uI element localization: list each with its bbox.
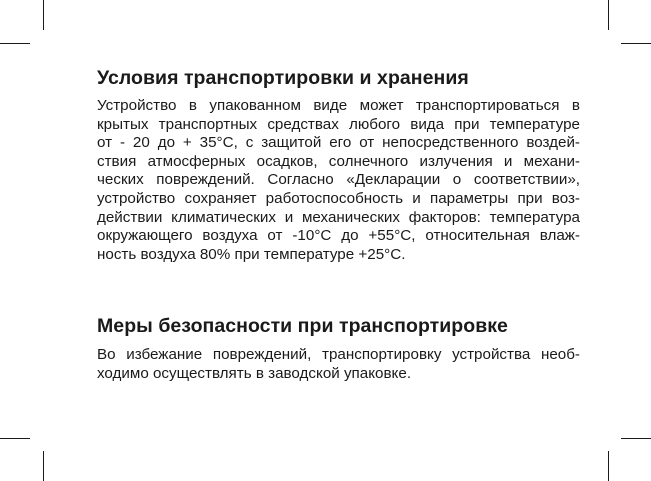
safety-measures-paragraph bbox=[97, 346, 580, 383]
paragraph-line: ствия атмосферных осадков, солнечного излучения и механи- bbox=[97, 152, 580, 170]
transport-storage-paragraph bbox=[97, 97, 580, 264]
paragraph-line: Во избежание повреждений, транспортировку устройства необ- bbox=[97, 346, 580, 363]
crop-mark-bottom-right-vertical bbox=[608, 451, 609, 481]
crop-mark-bottom-left-vertical bbox=[43, 451, 44, 481]
paragraph-line: действии климатических и механических факторов: температура bbox=[97, 208, 580, 226]
transport-storage-heading: Условия транспортировки и хранения bbox=[97, 67, 469, 89]
paragraph-line: ходимо осуществлять в заводской упаковке. bbox=[97, 364, 412, 382]
paragraph-line: окружающего воздуха от -10°С до +55°С, относительная влаж- bbox=[97, 227, 580, 245]
paragraph-line: от - 20 до + 35°С, с защитой его от непосредственного воздей- bbox=[97, 134, 580, 152]
crop-mark-bottom-left-horizontal bbox=[0, 438, 30, 439]
crop-mark-top-right-horizontal bbox=[621, 43, 651, 44]
crop-mark-bottom-right-horizontal bbox=[621, 438, 651, 439]
crop-mark-top-left-horizontal bbox=[0, 43, 30, 44]
crop-mark-top-left-vertical bbox=[43, 0, 44, 30]
paragraph-line: крытых транспортных средствах любого вида при температуре bbox=[97, 115, 580, 133]
paragraph-line: Устройство в упакованном виде может транспортироваться в bbox=[97, 97, 580, 114]
crop-mark-top-right-vertical bbox=[608, 0, 609, 30]
paragraph-line: устройство сохраняет работоспособность и параметры при воз- bbox=[97, 189, 580, 207]
safety-measures-heading: Меры безопасности при транспортировке bbox=[97, 315, 508, 337]
paragraph-line: ческих повреждений. Согласно «Декларации о соответствии», bbox=[97, 171, 580, 189]
paragraph-line: ность воздуха 80% при температуре +25°С. bbox=[97, 245, 406, 263]
